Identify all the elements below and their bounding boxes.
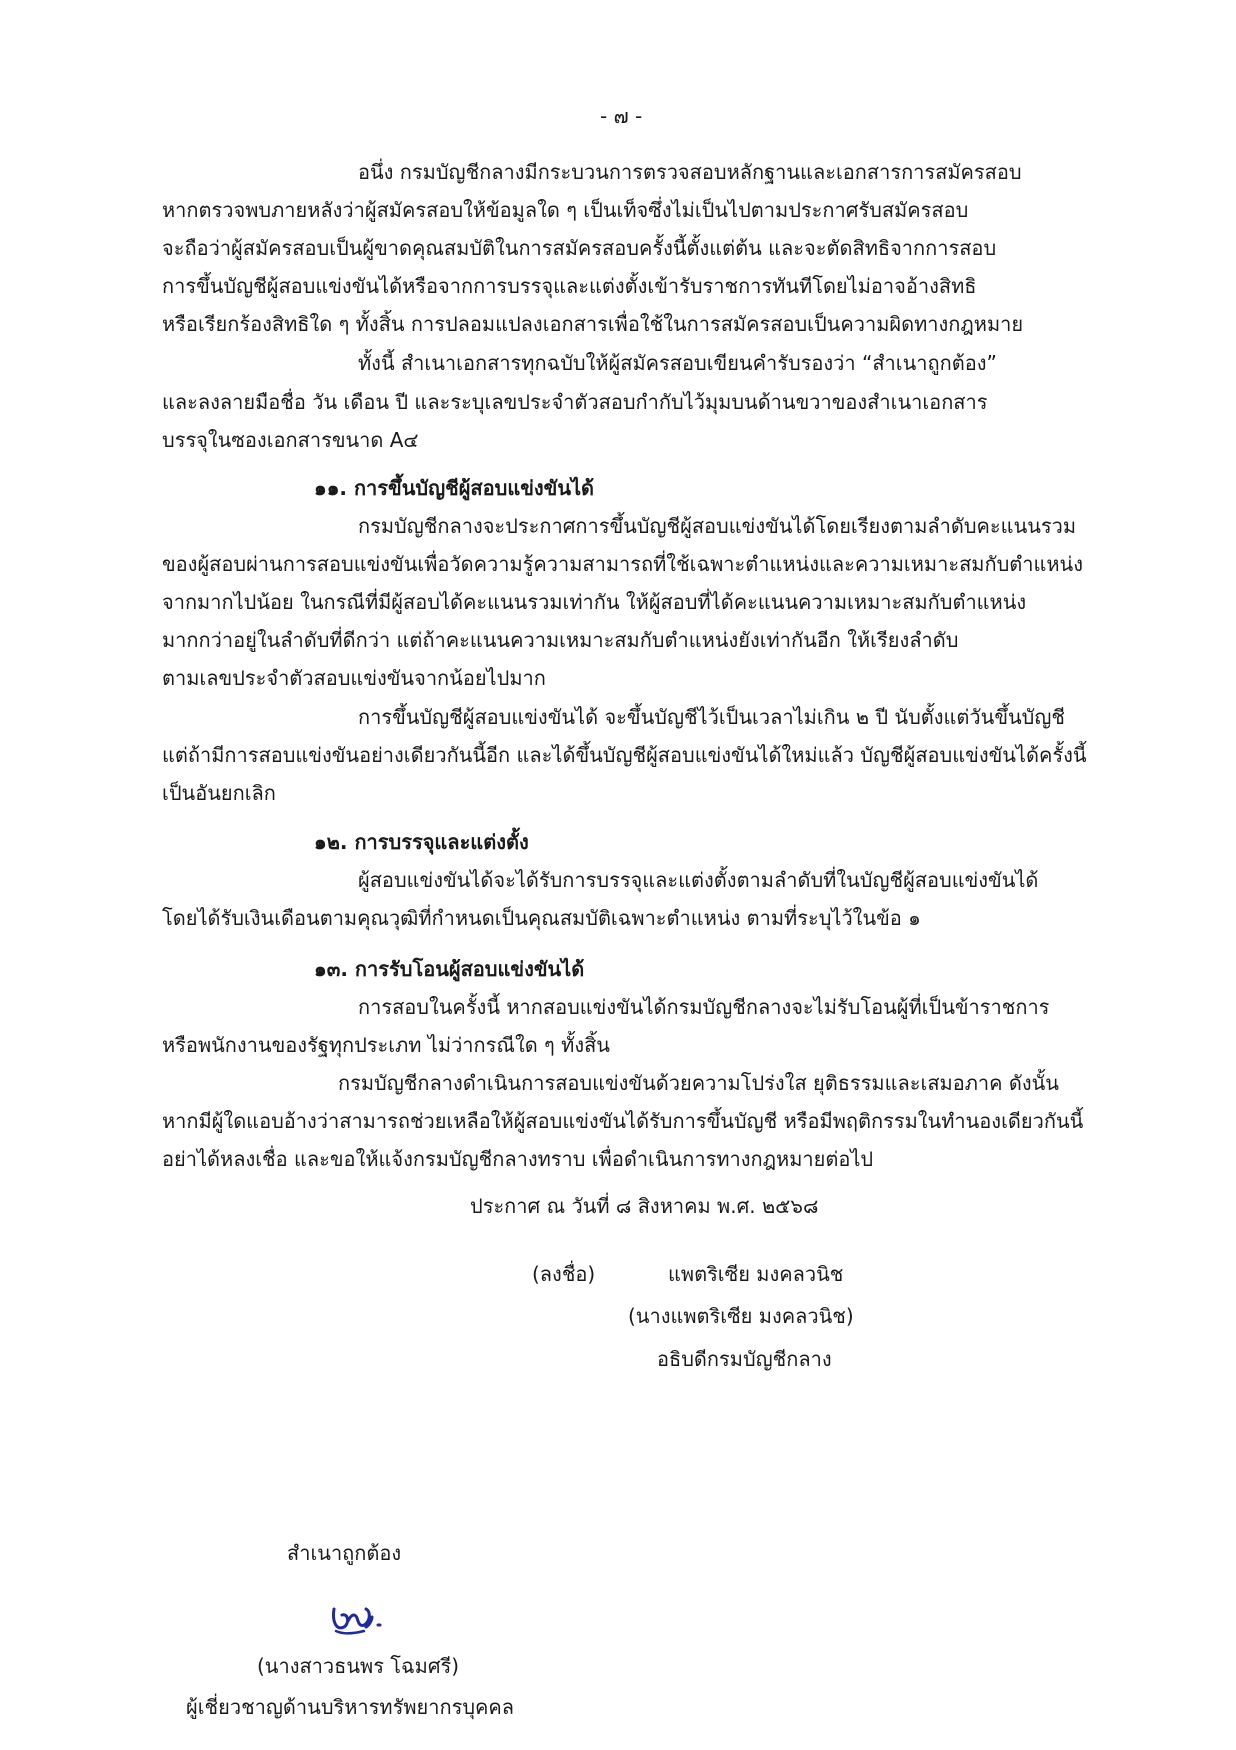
section-13-line: หากมีผู้ใดแอบอ้างว่าสามารถช่วยเหลือให้ผู้สอบแข่งขันได้รับการขึ้นบัญชี หรือมีพฤติกรรมในทำนองเดียวกันนี้: [162, 1109, 1084, 1133]
section-11-line: ของผู้สอบผ่านการสอบแข่งขันเพื่อวัดความรู้ความสามารถที่ใช้เฉพาะตำแหน่งและความเหมาะสมกับตำแหน่ง: [162, 552, 1083, 576]
section-11-line: จากมากไปน้อย ในกรณีที่มีผู้สอบได้คะแนนรวมเท่ากัน ให้ผู้สอบที่ได้คะแนนความเหมาะสมกับตำแหน่ง: [162, 590, 1027, 614]
section-11-line: การขึ้นบัญชีผู้สอบแข่งขันได้ จะขึ้นบัญชีไว้เป็นเวลาไม่เกิน ๒ ปี นับตั้งแต่วันขึ้นบัญชี: [358, 705, 1065, 729]
section-13-line: การสอบในครั้งนี้ หากสอบแข่งขันได้กรมบัญชีกลางจะไม่รับโอนผู้ที่เป็นข้าราชการ: [358, 995, 1050, 1019]
section-11-line: ตามเลขประจำตัวสอบแข่งขันจากน้อยไปมาก: [162, 666, 546, 690]
paragraph-a-line: หากตรวจพบภายหลังว่าผู้สมัครสอบให้ข้อมูลใด ๆ เป็นเท็จซึ่งไม่เป็นไปตามประกาศรับสมัครสอบ: [162, 198, 969, 222]
section-11-line: มากกว่าอยู่ในลำดับที่ดีกว่า แต่ถ้าคะแนนความเหมาะสมกับตำแหน่งยังเท่ากันอีก ให้เรียงลำดับ: [162, 628, 959, 652]
section-11-line: กรมบัญชีกลางจะประกาศการขึ้นบัญชีผู้สอบแข่งขันได้โดยเรียงตามลำดับคะแนนรวม: [358, 514, 1077, 538]
section-11-heading: ๑๑. การขึ้นบัญชีผู้สอบแข่งขันได้: [314, 476, 595, 500]
handwritten-initials: [326, 1591, 396, 1641]
paragraph-b-line: บรรจุในซองเอกสารขนาด A๔: [162, 428, 419, 452]
sign-label: (ลงชื่อ): [532, 1262, 596, 1286]
signed-name: แพตริเซีย มงคลวนิช: [668, 1262, 844, 1286]
certifier-name: (นางสาวธนพร โฉมศรี): [257, 1654, 460, 1678]
section-13-heading: ๑๓. การรับโอนผู้สอบแข่งขันได้: [314, 957, 585, 981]
section-12-line: โดยได้รับเงินเดือนตามคุณวุฒิที่กำหนดเป็นคุณสมบัติเฉพาะตำแหน่ง ตามที่ระบุไว้ในข้อ ๑: [162, 906, 921, 930]
section-11-line: เป็นอันยกเลิก: [162, 781, 276, 805]
section-13-line: หรือพนักงานของรัฐทุกประเภท ไม่ว่ากรณีใด ๆ ทั้งสิ้น: [162, 1033, 610, 1057]
section-13-line: กรมบัญชีกลางดำเนินการสอบแข่งขันด้วยความโปร่งใส ยุติธรรมและเสมอภาค ดังนั้น: [338, 1071, 1059, 1095]
signatory-full-name: (นางแพตริเซีย มงคลวนิช): [628, 1304, 854, 1328]
page-number: - ๗ -: [600, 104, 643, 128]
signatory-position: อธิบดีกรมบัญชีกลาง: [657, 1347, 832, 1371]
section-13-line: อย่าได้หลงเชื่อ และขอให้แจ้งกรมบัญชีกลางทราบ เพื่อดำเนินการทางกฎหมายต่อไป: [162, 1147, 874, 1171]
certified-copy-label: สำเนาถูกต้อง: [287, 1541, 402, 1565]
paragraph-b-line: และลงลายมือชื่อ วัน เดือน ปี และระบุเลขประจำตัวสอบกำกับไว้มุมบนด้านขวาของสำเนาเอกสาร: [162, 390, 988, 414]
paragraph-b-line: ทั้งนี้ สำเนาเอกสารทุกฉบับให้ผู้สมัครสอบเขียนคำรับรองว่า “สำเนาถูกต้อง”: [358, 351, 997, 375]
paragraph-a-line: อนึ่ง กรมบัญชีกลางมีกระบวนการตรวจสอบหลักฐานและเอกสารการสมัครสอบ: [358, 160, 1022, 184]
paragraph-a-line: หรือเรียกร้องสิทธิใด ๆ ทั้งสิ้น การปลอมแปลงเอกสารเพื่อใช้ในการสมัครสอบเป็นความผิดทางกฎหมาย: [162, 312, 1024, 336]
paragraph-a-line: จะถือว่าผู้สมัครสอบเป็นผู้ขาดคุณสมบัติในการสมัครสอบครั้งนี้ตั้งแต่ต้น และจะตัดสิทธิจากการสอบ: [162, 236, 997, 260]
paragraph-a-line: การขึ้นบัญชีผู้สอบแข่งขันได้หรือจากการบรรจุและแต่งตั้งเข้ารับราชการทันทีโดยไม่อาจอ้างสิทธิ: [162, 274, 977, 298]
certifier-position: ผู้เชี่ยวชาญด้านบริหารทรัพยากรบุคคล: [186, 1695, 515, 1719]
section-12-line: ผู้สอบแข่งขันได้จะได้รับการบรรจุและแต่งตั้งตามลำดับที่ในบัญชีผู้สอบแข่งขันได้: [358, 868, 1039, 892]
announce-date: ประกาศ ณ วันที่ ๘ สิงหาคม พ.ศ. ๒๕๖๘: [470, 1194, 819, 1218]
section-12-heading: ๑๒. การบรรจุและแต่งตั้ง: [314, 830, 529, 854]
section-11-line: แต่ถ้ามีการสอบแข่งขันอย่างเดียวกันนี้อีก และได้ขึ้นบัญชีผู้สอบแข่งขันได้ใหม่แล้ว บัญชีผู้สอบแข่งขันได้ครั้งนี้: [162, 743, 1087, 767]
